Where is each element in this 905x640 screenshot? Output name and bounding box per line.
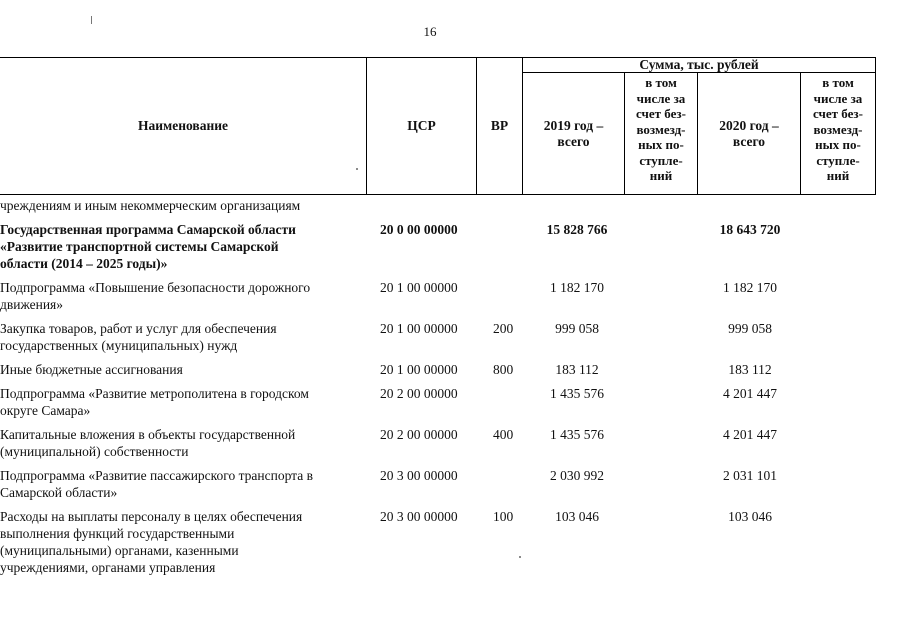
- row-vr: 800: [493, 362, 514, 377]
- header-sum-group: Сумма, тыс. рублей: [639, 56, 759, 72]
- row-2020: 999 058: [728, 321, 772, 336]
- table-header: [0, 57, 876, 195]
- table-row: [0, 361, 900, 385]
- row-vr: 200: [493, 321, 514, 336]
- row-name: Подпрограмма «Развитие пассажирского транспорта в Самарской области»: [0, 468, 313, 500]
- row-csr: 20 3 00 00000: [380, 509, 458, 524]
- row-csr: 20 2 00 00000: [380, 386, 458, 401]
- header-2019-gratuitous: в том числе за счет без- возмезд- ных по- ступле- ний: [636, 75, 686, 183]
- row-vr: 100: [493, 509, 514, 524]
- scan-speck: [519, 556, 521, 558]
- header-2019-total: 2019 год – всего: [543, 118, 604, 149]
- row-2019: 1 182 170: [550, 280, 604, 295]
- table-row: [0, 320, 900, 361]
- row-name: Подпрограмма «Повышение безопасности дорожного движения»: [0, 280, 311, 312]
- table-row: [0, 426, 900, 467]
- row-csr: 20 1 00 00000: [380, 362, 458, 377]
- row-name: Закупка товаров, работ и услуг для обеспечения государственных (муниципальных) нужд: [0, 321, 277, 353]
- header-name: Наименование: [138, 118, 228, 133]
- table-body: [0, 197, 900, 580]
- header-vr: ВР: [490, 118, 509, 133]
- row-2020: 183 112: [728, 362, 772, 377]
- row-csr: 20 0 00 00000: [380, 222, 458, 237]
- row-2020: 1 182 170: [723, 280, 777, 295]
- row-2020: 103 046: [728, 509, 772, 524]
- row-vr: 400: [493, 427, 514, 442]
- header-2020-gratuitous: в том числе за счет без- возмезд- ных по- ступле- ний: [813, 75, 863, 183]
- row-csr: 20 3 00 00000: [380, 468, 458, 483]
- row-name: Капитальные вложения в объекты государственной (муниципальной) собственности: [0, 427, 296, 459]
- table-row: [0, 197, 900, 221]
- scan-speck: [356, 168, 358, 170]
- row-csr: 20 1 00 00000: [380, 280, 458, 295]
- row-2020: 4 201 447: [723, 386, 777, 401]
- row-2019: 15 828 766: [546, 222, 608, 237]
- table-row: [0, 508, 900, 580]
- row-2020: 4 201 447: [723, 427, 777, 442]
- row-2019: 1 435 576: [550, 386, 604, 401]
- table-row: [0, 385, 900, 426]
- row-name: чреждениям и иным некоммерческим организациям: [0, 198, 301, 213]
- row-2020: 2 031 101: [723, 468, 777, 483]
- row-2019: 183 112: [555, 362, 599, 377]
- row-csr: 20 1 00 00000: [380, 321, 458, 336]
- header-2020-total: 2020 год – всего: [719, 118, 779, 149]
- row-name: Расходы на выплаты персоналу в целях обеспечения выполнения функций государственными (муниципальными) органами, казенными учреждениями, органами управления: [0, 509, 303, 575]
- row-2020: 18 643 720: [719, 222, 781, 237]
- scan-mark: [91, 16, 92, 24]
- row-2019: 999 058: [555, 321, 599, 336]
- table-row: [0, 279, 900, 320]
- row-name: Иные бюджетные ассигнования: [0, 362, 183, 377]
- row-csr: 20 2 00 00000: [380, 427, 458, 442]
- page-number: 16: [423, 24, 437, 39]
- row-2019: 1 435 576: [550, 427, 604, 442]
- table-row: [0, 221, 900, 279]
- row-name: Подпрограмма «Развитие метрополитена в городском округе Самара»: [0, 386, 309, 418]
- header-csr: ЦСР: [407, 118, 436, 133]
- table-row: [0, 467, 900, 508]
- row-2019: 2 030 992: [550, 468, 604, 483]
- row-name: Государственная программа Самарской области «Развитие транспортной системы Самарской области (2014 – 2025 годы)»: [0, 222, 296, 271]
- row-2019: 103 046: [555, 509, 599, 524]
